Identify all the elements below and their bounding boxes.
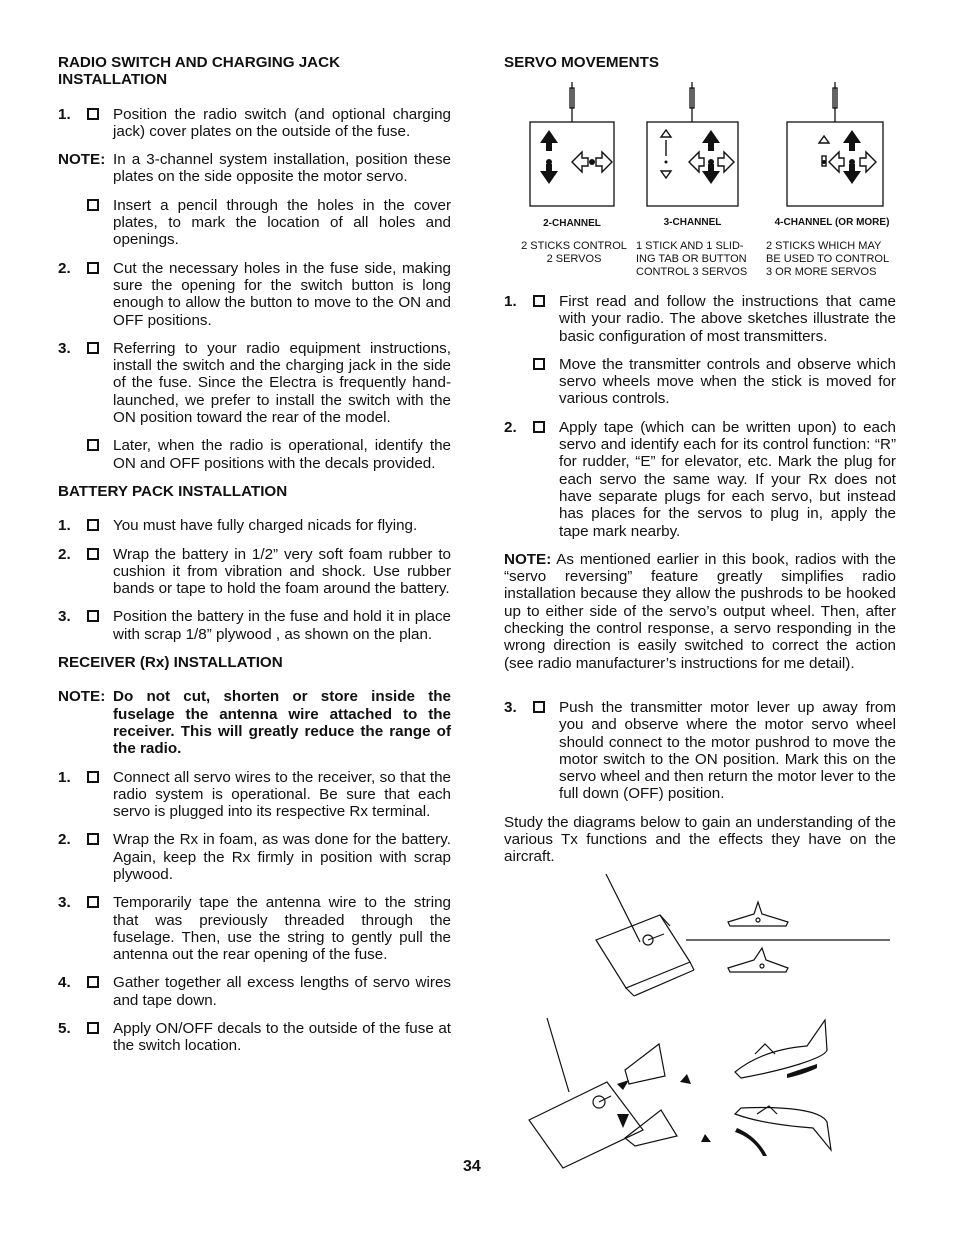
- list-item: [504, 419, 896, 540]
- item-number: 2.: [58, 831, 71, 849]
- heading-battery-pack: BATTERY PACK INSTALLATION: [58, 482, 288, 500]
- item-number: 3.: [58, 894, 71, 912]
- list-subitem: [533, 356, 896, 408]
- heading-servo-movements: SERVO MOVEMENTS: [504, 54, 659, 71]
- list-subitem: [87, 437, 451, 472]
- heading-receiver: RECEIVER (Rx) INSTALLATION: [58, 654, 283, 672]
- note: [58, 688, 451, 757]
- item-text: Insert a pencil through the holes in the cover plates, to mark the location of all holes and openings.: [113, 196, 451, 249]
- checkbox-icon[interactable]: [87, 437, 113, 472]
- checkbox-icon[interactable]: [87, 106, 113, 141]
- caption-2-channel: 2-CHANNEL: [543, 218, 601, 229]
- checkbox-icon[interactable]: [87, 894, 113, 963]
- study-paragraph: Study the diagrams below to gain an understanding of the various Tx functions and the effects they have on the aircraft.: [504, 813, 896, 866]
- checkbox-icon[interactable]: [87, 517, 113, 534]
- checkbox-icon[interactable]: [87, 340, 113, 426]
- item-text: Position the radio switch (and optional charging jack) cover plates on the outside of the fuse.: [113, 105, 451, 140]
- item-text: Push the transmitter motor lever up away from you and observe where the motor servo wheel should connect to the motor pushrod to move the motor switch to the ON position. Mark this on the servo wheel and then return the motor lever to the full down (OFF) position.: [559, 698, 896, 803]
- list-item: [58, 340, 451, 426]
- item-number: 2.: [58, 545, 71, 563]
- item-text: Connect all servo wires to the receiver, so that the radio system is operational. Be sure that each servo is plugged into its respective Rx terminal.: [113, 768, 451, 821]
- note-text: In a 3-channel system installation, position these plates on the side opposite the motor servo.: [113, 151, 451, 186]
- item-number: 3.: [58, 339, 71, 357]
- item-number: 3.: [504, 698, 517, 716]
- list-item: [58, 546, 451, 598]
- checkbox-icon[interactable]: [87, 831, 113, 883]
- item-text: Wrap the Rx in foam, as was done for the battery. Again, keep the Rx firmly in position with scrap plywood.: [113, 831, 451, 883]
- servo-movement-diagrams: [504, 80, 896, 280]
- list-item: [58, 260, 451, 329]
- item-number: 1.: [58, 517, 71, 535]
- desc-line: 2 STICKS CONTROL: [521, 240, 627, 252]
- heading-radio-switch: RADIO SWITCH AND CHARGING JACK INSTALLATION: [58, 54, 341, 89]
- note-label: NOTE:: [58, 688, 106, 706]
- checkbox-icon[interactable]: [533, 356, 559, 408]
- list-item: [58, 106, 451, 141]
- left-column: [58, 54, 451, 1066]
- item-text: Referring to your radio equipment instructions, install the switch and the charging jack in the side of the fuse. Since the Electra is frequently hand-launched, we prefer to install the switch with the ON position toward the rear of the model.: [113, 339, 451, 427]
- item-text: Temporarily tape the antenna wire to the string that was previously threaded through the fuselage. Then, use the string to gently pull the antenna out the rear opening of the fuse.: [113, 894, 451, 964]
- checkbox-icon[interactable]: [87, 197, 113, 249]
- item-text: First read and follow the instructions that came with your radio. The above sketches illustrate the basic configuration of most transmitters.: [559, 293, 896, 345]
- item-number: 1.: [58, 768, 71, 786]
- note-label: NOTE:: [504, 550, 552, 568]
- checkbox-icon[interactable]: [87, 769, 113, 821]
- checkbox-icon[interactable]: [87, 260, 113, 329]
- note-text: As mentioned earlier in this book, radios with the “servo reversing” feature greatly simplifies radio installation because they allow the pushrods to be hooked up to either side of the servo’s output wheel. Then, after checking the control response, a servo responding in the wrong direction is easily switched to correct the action (see radio manufacturer’s instructions for me detail).: [504, 550, 896, 672]
- list-item: [58, 769, 451, 821]
- list-item: [58, 517, 451, 534]
- transmitter-stick-elevator-illustration: [590, 870, 900, 1000]
- item-text: Cut the necessary holes in the fuse side, making sure the opening for the switch button is long enough to allow the button to move to the ON and OFF positions.: [113, 259, 451, 329]
- list-item: [58, 1020, 451, 1055]
- transmitter-aircraft-illustration: [525, 1010, 855, 1175]
- item-number: 2.: [58, 259, 71, 277]
- desc-4-channel: [766, 240, 896, 279]
- transmitter-elevator-diagram: [590, 870, 900, 1000]
- desc-line: 2 STICKS WHICH MAY: [766, 240, 882, 252]
- desc-line: 3 OR MORE SERVOS: [766, 266, 877, 278]
- item-text: Position the battery in the fuse and hold it in place with scrap 1/8” plywood , as shown on the plan.: [113, 608, 451, 643]
- note-label: NOTE:: [58, 151, 106, 169]
- list-item: [58, 608, 451, 643]
- transmitter-sketches: [504, 80, 896, 210]
- transmitter-4ch-icon: [787, 122, 883, 206]
- transmitter-2ch-icon: [530, 122, 614, 206]
- list-subitem: [87, 197, 451, 249]
- page-number: 34: [463, 1158, 481, 1175]
- desc-2-channel: [518, 240, 630, 266]
- list-item: [58, 831, 451, 883]
- item-text: You must have fully charged nicads for flying.: [113, 517, 418, 535]
- desc-line: BE USED TO CONTROL: [766, 253, 890, 265]
- item-text: Apply ON/OFF decals to the outside of the fuse at the switch location.: [113, 1020, 451, 1055]
- item-number: 2.: [504, 418, 517, 436]
- caption-3-channel: 3-CHANNEL: [663, 217, 722, 228]
- note-paragraph: [504, 551, 896, 672]
- checkbox-icon[interactable]: [533, 293, 559, 345]
- item-number: 1.: [504, 293, 517, 310]
- spacer: [504, 683, 896, 699]
- item-number: 5.: [58, 1020, 71, 1038]
- desc-line: 2 SERVOS: [546, 253, 602, 265]
- checkbox-icon[interactable]: [87, 1020, 113, 1055]
- list-item: [58, 894, 451, 963]
- item-text: Gather together all excess lengths of servo wires and tape down.: [113, 974, 451, 1009]
- checkbox-icon[interactable]: [533, 419, 559, 540]
- transmitter-aircraft-diagram: [525, 1010, 855, 1175]
- desc-line: 1 STICK AND 1 SLID-: [636, 240, 744, 252]
- checkbox-icon[interactable]: [87, 608, 113, 643]
- right-column: [504, 293, 896, 877]
- list-item: [504, 699, 896, 803]
- note-text: Do not cut, shorten or store inside the fuselage the antenna wire attached to the receiver. This will greatly reduce the range of the radio.: [113, 688, 451, 758]
- checkbox-icon[interactable]: [533, 699, 559, 803]
- item-text: Later, when the radio is operational, identify the ON and OFF positions with the decals provided.: [113, 437, 451, 472]
- checkbox-icon[interactable]: [87, 546, 113, 598]
- note: [58, 151, 451, 186]
- item-text: Move the transmitter controls and observe which servo wheels move when the stick is moved for various controls.: [559, 355, 896, 408]
- item-text: Apply tape (which can be written upon) to each servo and identify each for its control function: “R” for rudder, “E” for elevator, etc. Mark the plug for each servo the same way. If your Rx does not have separate plugs for each servo, but instead has places for the servos to plug in, apply the tape mark nearby.: [559, 418, 896, 540]
- list-item: [504, 293, 896, 345]
- checkbox-icon[interactable]: [87, 974, 113, 1009]
- caption-4-channel: 4-CHANNEL (OR MORE): [774, 217, 890, 228]
- desc-line: CONTROL 3 SERVOS: [636, 266, 748, 278]
- desc-line: ING TAB OR BUTTON: [636, 253, 747, 265]
- item-number: 1.: [58, 105, 71, 123]
- item-number: 3.: [58, 608, 71, 626]
- list-item: [58, 974, 451, 1009]
- item-number: 4.: [58, 974, 71, 992]
- desc-3-channel: [636, 240, 756, 279]
- transmitter-3ch-icon: [647, 122, 738, 206]
- item-text: Wrap the battery in 1/2” very soft foam rubber to cushion it from vibration and shock. Use rubber bands or tape to hold the foam around the battery.: [113, 545, 451, 598]
